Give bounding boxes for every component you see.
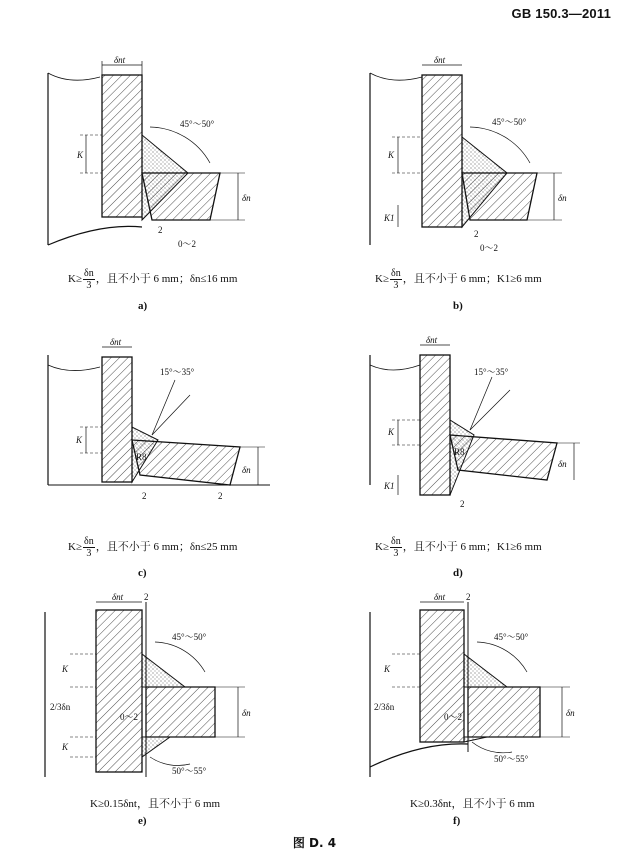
panel-f-label: f) <box>453 815 461 827</box>
panel-b-drawing <box>362 55 612 255</box>
label-gap: 2 <box>474 229 479 239</box>
label-leg-k: K <box>388 150 395 160</box>
label-gap: 2 <box>158 225 163 235</box>
label-shell-thickness: δnt <box>114 55 126 65</box>
label-shell-thickness: δnt <box>434 592 446 602</box>
label-shell-thickness: δnt <box>112 592 124 602</box>
label-leg-k: K <box>384 664 391 674</box>
panel-d <box>362 335 612 515</box>
label-radius: R8 <box>454 447 465 457</box>
panel-d-note: K≥ $\frac{\delta n}{3}$ ，且不小于 6 mm；K1≥6 mm <box>375 536 542 559</box>
panel-a-label: a) <box>138 300 148 312</box>
panel-c-note: K≥ $\frac{\delta n}{3}$ ，且不小于 6 mm；δn≤25 mm <box>68 536 238 559</box>
label-radius: R8 <box>136 452 147 462</box>
panel-e <box>40 592 290 782</box>
panel-a <box>40 55 290 255</box>
label-nozzle-thickness: δn <box>242 193 251 203</box>
label-shell-thickness: δnt <box>110 337 122 347</box>
panel-e-drawing <box>40 592 290 782</box>
label-gap-range: 0～2 <box>120 712 139 722</box>
label-angle: 15°～35° <box>474 367 509 377</box>
label-leg-k: K <box>388 427 395 437</box>
label-leg-k1: K1 <box>384 213 395 223</box>
label-shell-thickness: δnt <box>434 55 446 65</box>
panel-d-label: d) <box>453 567 463 579</box>
label-gap: 2 <box>460 499 465 509</box>
label-gap: 2 <box>142 491 147 501</box>
label-gap-range: 0～2 <box>444 712 463 722</box>
label-leg-k-lower: K <box>62 742 69 752</box>
label-leg-k: K <box>62 664 69 674</box>
label-nozzle-thickness: δn <box>558 193 567 203</box>
panel-b-note: K≥ $\frac{\delta n}{3}$ ，且不小于 6 mm；K1≥6 mm <box>375 268 542 291</box>
label-angle: 45°～50° <box>492 117 527 127</box>
label-angle-2: 50°～55° <box>494 754 529 764</box>
label-gap: 2 <box>466 592 471 602</box>
label-leg-k: K <box>76 435 83 445</box>
panel-a-note: K≥ $\frac{\delta n}{3}$ ，且不小于 6 mm；δn≤16 mm <box>68 268 238 291</box>
label-two-thirds: 2/3δn <box>50 702 71 712</box>
standard-header: GB 150.3—2011 <box>511 6 611 21</box>
panel-c-drawing <box>40 335 290 515</box>
label-two-thirds: 2/3δn <box>374 702 395 712</box>
label-nozzle-thickness: δn <box>242 465 251 475</box>
label-shell-thickness: δnt <box>426 335 438 345</box>
label-nozzle-thickness: δn <box>558 459 567 469</box>
panel-f-note: K≥0.3δnt，且不小于 6 mm <box>410 798 535 810</box>
panel-f <box>362 592 612 782</box>
figure-title: 图 D. 4 <box>292 836 337 850</box>
panel-a-drawing <box>40 55 290 255</box>
panel-e-note: K≥0.15δnt，且不小于 6 mm <box>90 798 221 810</box>
label-leg-k1: K1 <box>384 481 395 491</box>
panel-d-drawing <box>362 335 612 515</box>
panel-c <box>40 335 290 515</box>
label-leg-k: K <box>77 150 84 160</box>
label-nozzle-thickness: δn <box>566 708 575 718</box>
label-angle: 15°～35° <box>160 367 195 377</box>
label-gap: 2 <box>144 592 149 602</box>
label-gap-range: 0～2 <box>480 243 499 253</box>
label-gap-2: 2 <box>218 491 223 501</box>
label-nozzle-thickness: δn <box>242 708 251 718</box>
label-angle: 45°～50° <box>494 632 529 642</box>
panel-b-label: b) <box>453 300 463 312</box>
panel-f-drawing <box>362 592 612 782</box>
label-angle: 45°～50° <box>180 119 215 129</box>
panel-b <box>362 55 612 255</box>
label-angle: 45°～50° <box>172 632 207 642</box>
label-gap-range: 0～2 <box>178 239 197 249</box>
panel-c-label: c) <box>138 567 147 579</box>
panel-e-label: e) <box>138 815 147 827</box>
label-angle-2: 50°～55° <box>172 766 207 776</box>
